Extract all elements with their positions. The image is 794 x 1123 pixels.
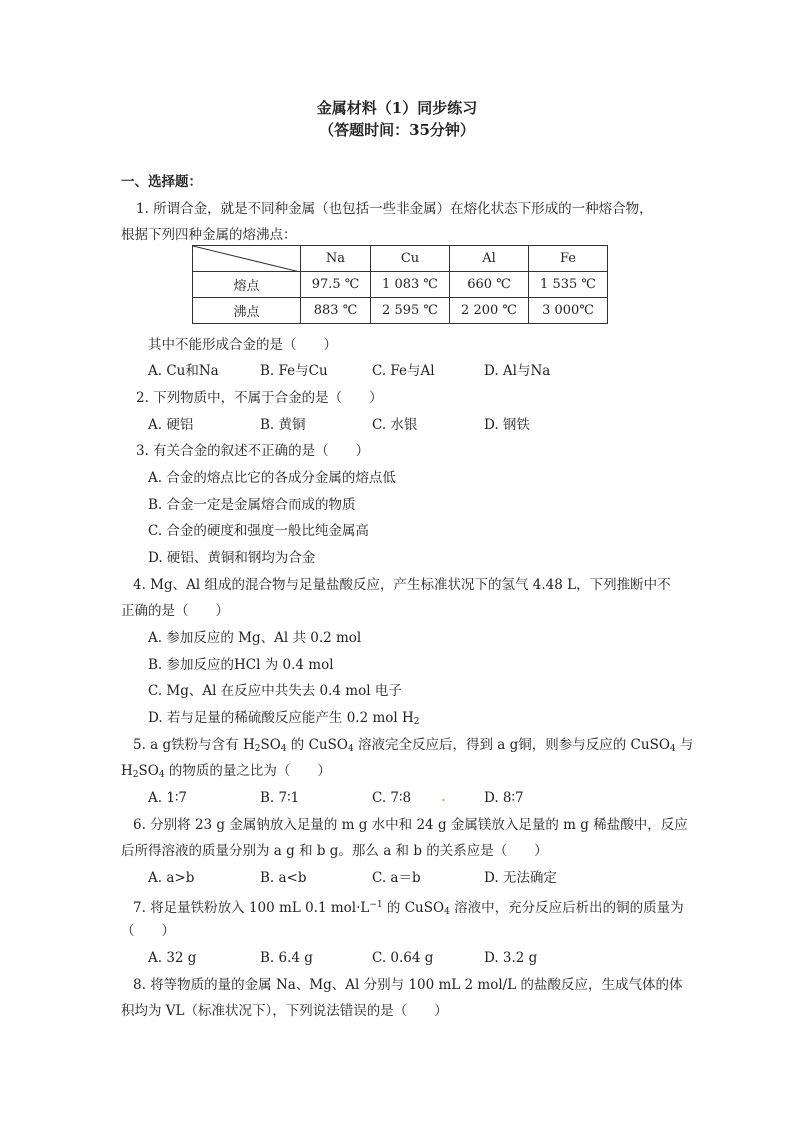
table-cell: 3 000℃ bbox=[529, 298, 608, 324]
table-cell: 97.5 ℃ bbox=[301, 272, 371, 298]
q7-text: 的 CuSO bbox=[382, 900, 445, 916]
q4-option-d bbox=[148, 709, 420, 731]
q8-line2: 积均为 VL（标准状况下），下列说法错误的是（ ） bbox=[121, 1003, 448, 1019]
q7-text: 7. 将足量铁粉放入 100 mL 0.1 mol·L bbox=[133, 900, 370, 916]
q7-option-d: D. 3.2 g bbox=[484, 950, 538, 966]
q2-stem: 2. 下列物质中，不属于合金的是（ ） bbox=[136, 390, 383, 406]
q1-option-d: D. Al与Na bbox=[484, 363, 551, 379]
row-label: 沸点 bbox=[193, 298, 301, 324]
q5-text: H bbox=[121, 763, 133, 779]
table-cell: 883 ℃ bbox=[301, 298, 371, 324]
table-cell: 1 083 ℃ bbox=[371, 272, 450, 298]
q3-option-b: B. 合金一定是金属熔合而成的物质 bbox=[148, 497, 356, 513]
q4-line1: 4. Mg、Al 组成的混合物与足量盐酸反应，产生标准状况下的氢气 4.48 L，下列推断中不 bbox=[133, 577, 671, 593]
section-heading: 一、选择题： bbox=[121, 174, 202, 190]
q5-text: 与 bbox=[675, 737, 694, 753]
q5-option-c: C. 7∶8 bbox=[372, 790, 412, 806]
subscript: 4 bbox=[669, 744, 676, 754]
subscript: 4 bbox=[158, 770, 165, 780]
q1-line1: 1. 所谓合金，就是不同种金属（也包括一些非金属）在熔化状态下形成的一种熔合物， bbox=[136, 201, 653, 217]
header-fe: Fe bbox=[529, 246, 608, 272]
time-note: （答题时间：35分钟） bbox=[319, 121, 475, 139]
header-al: Al bbox=[450, 246, 529, 272]
q4-option-b: B. 参加反应的HCl 为 0.4 mol bbox=[148, 657, 334, 673]
q2-option-d: D. 钢铁 bbox=[484, 417, 530, 433]
table-cell: 1 535 ℃ bbox=[529, 272, 608, 298]
q3-stem: 3. 有关合金的叙述不正确的是（ ） bbox=[136, 443, 370, 459]
table-header-row bbox=[193, 246, 608, 272]
table-cell: 2 200 ℃ bbox=[450, 298, 529, 324]
q4-option-a: A. 参加反应的 Mg、Al 共 0.2 mol bbox=[148, 630, 362, 646]
header-cu: Cu bbox=[371, 246, 450, 272]
q1-option-a: A. Cu和Na bbox=[148, 363, 219, 379]
q4-line2: 正确的是（ ） bbox=[121, 603, 229, 619]
table-cell: 660 ℃ bbox=[450, 272, 529, 298]
q7-option-a: A. 32 g bbox=[148, 950, 197, 966]
q5-text: 的 CuSO bbox=[286, 737, 348, 753]
superscript: −1 bbox=[369, 900, 383, 910]
q8-line1: 8. 将等物质的量的金属 Na、Mg、Al 分别与 100 mL 2 mol/L 的盐酸反应，生成气体的体 bbox=[133, 977, 683, 993]
q4-option-c: C. Mg、Al 在反应中共失去 0.4 mol 电子 bbox=[148, 683, 402, 699]
subscript: 4 bbox=[444, 907, 450, 917]
q6-option-b: B. a<b bbox=[260, 870, 307, 886]
q1-stem: 其中不能形成合金的是（ ） bbox=[148, 337, 337, 353]
diagonal-header-cell bbox=[193, 246, 301, 272]
subscript: 2 bbox=[254, 744, 261, 754]
subscript: 4 bbox=[347, 744, 354, 754]
q5-line2 bbox=[121, 762, 331, 784]
header-na: Na bbox=[301, 246, 371, 272]
q5-option-a: A. 1∶7 bbox=[148, 790, 188, 806]
q5-text: SO bbox=[260, 737, 281, 753]
q5-text: 5. a g铁粉与含有 H bbox=[133, 737, 255, 753]
q3-option-a: A. 合金的熔点比它的各成分金属的熔点低 bbox=[148, 470, 396, 486]
q5-line1 bbox=[133, 736, 693, 758]
q2-option-c: C. 水银 bbox=[372, 417, 418, 433]
q5-option-d: D. 8∶7 bbox=[484, 790, 524, 806]
q6-line1: 6. 分别将 23 g 金属钠放入足量的 m g 水中和 24 g 金属镁放入足量的 m g 稀盐酸中，反应 bbox=[133, 817, 688, 833]
q5-text: 的物质的量之比为（ ） bbox=[164, 763, 331, 779]
q7-option-b: B. 6.4 g bbox=[260, 950, 313, 966]
table-row bbox=[193, 298, 608, 324]
q1-line2: 根据下列四种金属的熔沸点： bbox=[121, 227, 297, 243]
q6-option-d: D. 无法确定 bbox=[484, 870, 557, 886]
melting-boiling-table bbox=[192, 245, 608, 324]
q7-line1 bbox=[133, 896, 684, 921]
q6-option-a: A. a>b bbox=[148, 870, 195, 886]
q7-line2: （ ） bbox=[121, 923, 175, 939]
subscript: 4 bbox=[280, 744, 287, 754]
q2-option-b: B. 黄铜 bbox=[260, 417, 306, 433]
q7-option-c: C. 0.64 g bbox=[372, 950, 434, 966]
q1-option-b: B. Fe与Cu bbox=[260, 363, 328, 379]
table-row bbox=[193, 272, 608, 298]
q4-option-d-text: D. 若与足量的稀硫酸反应能产生 0.2 mol H bbox=[148, 710, 414, 726]
q6-option-c: C. a＝b bbox=[372, 870, 421, 886]
q5-text: 溶液完全反应后，得到 a g铜，则参与反应的 CuSO bbox=[353, 737, 670, 753]
subscript: 2 bbox=[132, 770, 139, 780]
q5-option-b: B. 7∶1 bbox=[260, 790, 300, 806]
diagonal-line bbox=[193, 246, 300, 272]
q3-option-d: D. 硬铝、黄铜和钢均为合金 bbox=[148, 550, 316, 566]
table-cell: 2 595 ℃ bbox=[371, 298, 450, 324]
q1-option-c: C. Fe与Al bbox=[372, 363, 435, 379]
stray-dot-mark: . bbox=[441, 786, 447, 805]
page-title: 金属材料（1）同步练习 bbox=[316, 99, 478, 117]
q2-option-a: A. 硬铝 bbox=[148, 417, 194, 433]
q3-option-c: C. 合金的硬度和强度一般比纯金属高 bbox=[148, 523, 369, 539]
q5-text: SO bbox=[138, 763, 159, 779]
row-label: 熔点 bbox=[193, 272, 301, 298]
q6-line2: 后所得溶液的质量分别为 a g 和 b g。那么 a 和 b 的关系应是（ ） bbox=[121, 843, 548, 859]
subscript: 2 bbox=[413, 717, 420, 727]
q7-text: 溶液中，充分反应后析出的铜的质量为 bbox=[449, 900, 684, 916]
